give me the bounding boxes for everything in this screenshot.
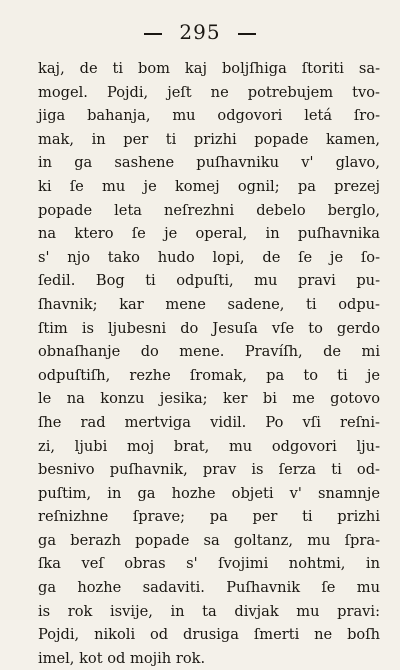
- text-line: ſedil. Bog ti odpuſti, mu pravi pu-: [38, 272, 380, 290]
- text-line: kaj, de ti bom kaj boljſhiga ſtoriti sa-: [38, 60, 380, 77]
- text-line: puſtim, in ga hozhe objeti v' snamnje: [38, 484, 380, 502]
- text-line: ga berazh popade sa goltanz, mu ſpra-: [38, 531, 380, 549]
- text-line: obnaſhanje do mene. Pravíſh, de mi: [38, 343, 380, 361]
- text-line: ſka veſ obras s' ſvojimi nohtmi, in: [38, 555, 380, 573]
- text-line: zi, ljubi moj brat, mu odgovori lju-: [38, 437, 380, 455]
- text-line: imel, kot od mojih rok.: [38, 649, 206, 667]
- text-line: is rok isvije, in ta divjak mu pravi:: [38, 602, 380, 620]
- text-line: na ktero ſe je operal, in puſhavnika: [38, 225, 380, 243]
- text-line: s' njo tako hudo lopi, de ſe je ſo-: [38, 248, 380, 266]
- header-dash-right: [238, 33, 256, 35]
- page-number: 295: [179, 20, 221, 44]
- body-text: [38, 57, 380, 670]
- page-header: [0, 20, 400, 44]
- text-line: besnivo puſhavnik, prav is ſerza ti od-: [38, 461, 380, 479]
- text-line: reſnizhne ſprave; pa per ti prizhi: [38, 508, 380, 526]
- text-line: ſhe rad mertviga vidil. Po vſi reſni-: [38, 413, 380, 431]
- text-line: ki ſe mu je komej ognil; pa prezej: [38, 177, 380, 195]
- text-line: le na konzu jesika; ker bi me gotovo: [38, 390, 380, 408]
- text-line: in ga sashene puſhavniku v' glavo,: [38, 154, 380, 172]
- text-line: popade leta neſrezhni debelo berglo,: [38, 201, 380, 219]
- header-dash-left: [144, 33, 162, 35]
- text-line: Pojdi, nikoli od drusiga ſmerti ne boſh: [38, 626, 380, 644]
- text-line: mogel. Pojdi, jeſt ne potrebujem tvo-: [38, 83, 380, 101]
- text-line: ſhavnik; kar mene sadene, ti odpu-: [38, 295, 380, 313]
- text-line: ſtim is ljubesni do Jesuſa vſe to gerdo: [38, 319, 380, 337]
- text-line: ga hozhe sadaviti. Puſhavnik ſe mu: [38, 579, 380, 597]
- text-line: odpuſtiſh, rezhe ſromak, pa to ti je: [38, 366, 380, 384]
- text-line: jiga bahanja, mu odgovori letá ſro-: [38, 107, 380, 125]
- text-line: mak, in per ti prizhi popade kamen,: [38, 130, 380, 148]
